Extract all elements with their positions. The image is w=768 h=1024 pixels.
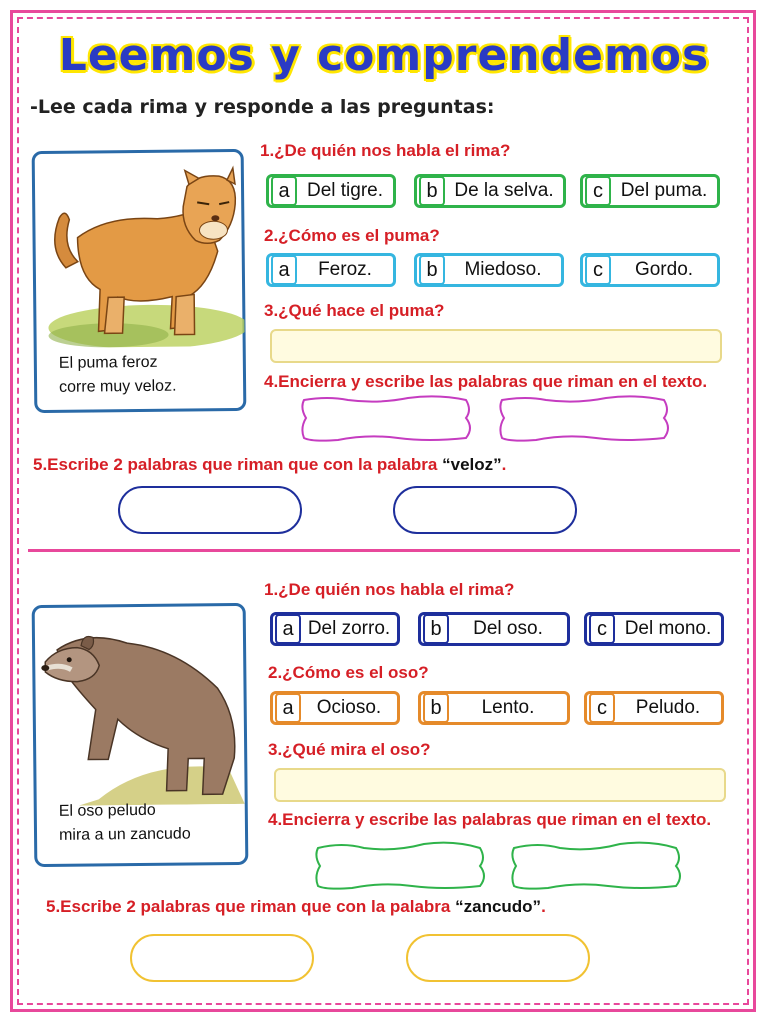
question-5-text: 5.Escribe 2 palabras que riman que con la palabra bbox=[46, 897, 456, 916]
rhyme-line-1: El puma feroz bbox=[58, 353, 158, 372]
option-c-del-puma[interactable] bbox=[580, 174, 720, 208]
option-text: Ocioso. bbox=[316, 697, 382, 718]
option-letter: a bbox=[275, 693, 301, 723]
option-b-lento[interactable] bbox=[418, 691, 570, 725]
rhyme-word-box-2[interactable] bbox=[508, 840, 684, 892]
answer-field-q3[interactable] bbox=[274, 768, 726, 802]
option-text: Peludo. bbox=[635, 697, 701, 718]
option-b-miedoso[interactable] bbox=[414, 253, 564, 287]
option-c-del-mono[interactable] bbox=[584, 612, 724, 646]
option-text: Lento. bbox=[481, 697, 535, 718]
option-letter: c bbox=[589, 693, 615, 723]
option-text: Del zorro. bbox=[307, 618, 391, 639]
option-a-feroz[interactable] bbox=[266, 253, 396, 287]
question-5 bbox=[46, 897, 546, 917]
puma-picture-box bbox=[32, 149, 247, 413]
option-a-del-tigre[interactable] bbox=[266, 174, 396, 208]
answer-field-q3[interactable] bbox=[270, 329, 722, 363]
word-field-2[interactable] bbox=[393, 486, 577, 534]
option-text: Del mono. bbox=[624, 618, 712, 639]
question-3: 3.¿Qué hace el puma? bbox=[264, 301, 445, 320]
option-c-gordo[interactable] bbox=[580, 253, 720, 287]
option-text: Del oso. bbox=[473, 618, 543, 639]
rhyme-line-1: El oso peludo bbox=[58, 801, 156, 820]
question-2: 2.¿Cómo es el oso? bbox=[268, 663, 429, 682]
word-field-1[interactable] bbox=[130, 934, 314, 982]
option-a-ocioso[interactable] bbox=[270, 691, 400, 725]
page-title: Leemos y comprendemos bbox=[58, 30, 710, 81]
bear-illustration bbox=[37, 608, 247, 806]
option-text: Gordo. bbox=[634, 259, 694, 280]
question-1: 1.¿De quién nos habla el rima? bbox=[260, 141, 511, 160]
option-text: Del tigre. bbox=[306, 180, 384, 201]
question-4: 4.Encierra y escribe las palabras que riman en el texto. bbox=[268, 810, 712, 829]
puma-rhyme bbox=[59, 351, 177, 400]
option-letter: c bbox=[589, 614, 615, 644]
option-letter: c bbox=[585, 255, 611, 285]
question-5 bbox=[33, 455, 506, 475]
option-text: Feroz. bbox=[318, 259, 372, 280]
option-b-de-la-selva[interactable] bbox=[414, 174, 566, 208]
option-letter: b bbox=[423, 614, 449, 644]
word-field-1[interactable] bbox=[118, 486, 302, 534]
question-5-word: “zancudo” bbox=[455, 897, 542, 916]
option-letter: b bbox=[419, 255, 445, 285]
question-1: 1.¿De quién nos habla el rima? bbox=[264, 580, 515, 599]
rhyme-line-2: corre muy veloz. bbox=[59, 377, 177, 396]
option-text: Del puma. bbox=[620, 180, 708, 201]
question-5-end: . bbox=[541, 897, 546, 916]
rhyme-line-2: mira a un zancudo bbox=[58, 825, 191, 844]
section-divider bbox=[28, 549, 740, 552]
option-letter: a bbox=[275, 614, 301, 644]
instruction: -Lee cada rima y responde a las preguntas: bbox=[30, 96, 495, 118]
option-letter: a bbox=[271, 255, 297, 285]
rhyme-word-box-2[interactable] bbox=[496, 394, 672, 444]
question-2: 2.¿Cómo es el puma? bbox=[264, 226, 440, 245]
question-3: 3.¿Qué mira el oso? bbox=[268, 740, 431, 759]
option-letter: c bbox=[585, 176, 611, 206]
question-4: 4.Encierra y escribe las palabras que riman en el texto. bbox=[264, 372, 708, 391]
option-letter: b bbox=[419, 176, 445, 206]
option-letter: b bbox=[423, 693, 449, 723]
puma-illustration bbox=[37, 156, 245, 348]
question-5-word: “veloz” bbox=[442, 455, 502, 474]
question-5-text: 5.Escribe 2 palabras que riman que con la palabra bbox=[33, 455, 443, 474]
option-text: Miedoso. bbox=[464, 259, 542, 280]
option-a-del-zorro[interactable] bbox=[270, 612, 400, 646]
option-letter: a bbox=[271, 176, 297, 206]
word-field-2[interactable] bbox=[406, 934, 590, 982]
bear-rhyme bbox=[59, 798, 191, 847]
bear-picture-box bbox=[32, 603, 249, 867]
rhyme-word-box-1[interactable] bbox=[312, 840, 488, 892]
question-5-end: . bbox=[501, 455, 507, 474]
option-b-del-oso[interactable] bbox=[418, 612, 570, 646]
option-c-peludo[interactable] bbox=[584, 691, 724, 725]
option-text: De la selva. bbox=[454, 180, 554, 201]
rhyme-word-box-1[interactable] bbox=[298, 394, 474, 444]
